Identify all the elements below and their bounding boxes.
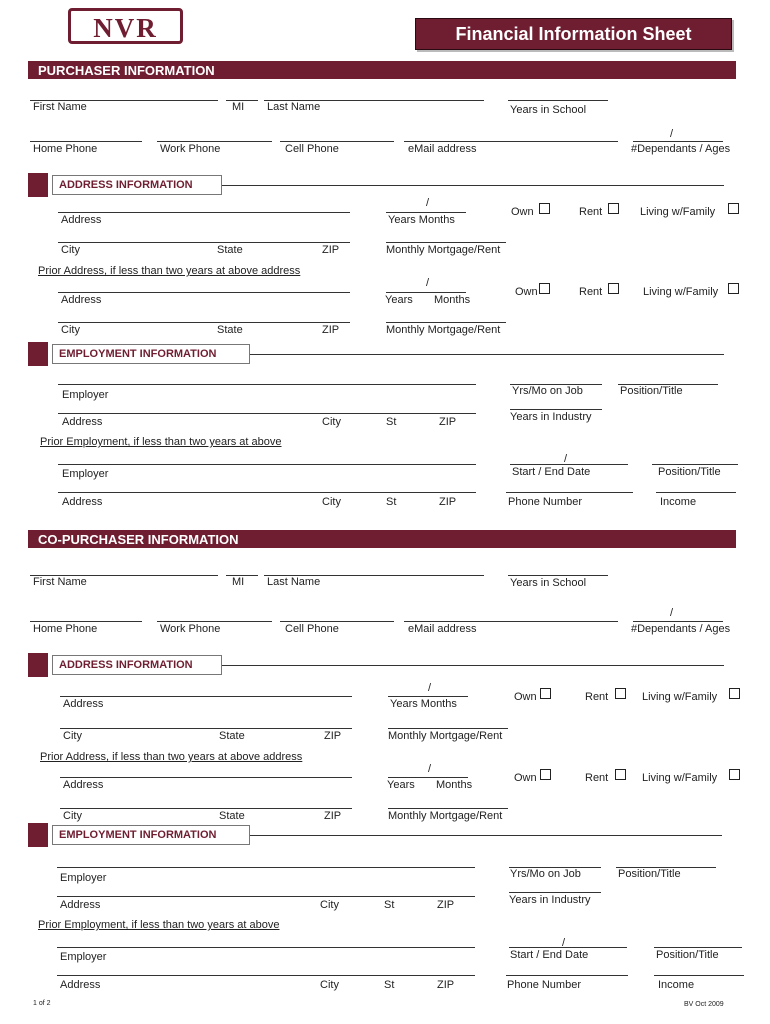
mortgage-label: Monthly Mortgage/Rent — [386, 244, 501, 256]
co-employment-section-header — [52, 825, 250, 845]
co-prior-employment-label: Prior Employment, if less than two years at above — [38, 919, 280, 931]
co-dependants-line[interactable] — [633, 621, 723, 622]
home-phone-label: Home Phone — [33, 143, 98, 155]
income-line[interactable] — [656, 492, 736, 493]
living-family-label: Living w/Family — [640, 206, 716, 218]
years-months-line[interactable] — [386, 212, 466, 213]
page-title: Financial Information Sheet — [455, 24, 692, 44]
address-label: Address — [61, 214, 102, 226]
co-email-line[interactable] — [404, 621, 618, 622]
co-dependants-slash: / — [670, 607, 674, 619]
co-prior-address-line[interactable] — [60, 777, 352, 778]
mortgage-line[interactable] — [386, 242, 506, 243]
co-prior-living-family-label: Living w/Family — [642, 772, 718, 784]
co-start-end-date-label: Start / End Date — [510, 949, 589, 961]
prior-rent-label: Rent — [579, 286, 603, 298]
co-prior-years-months-line[interactable] — [388, 777, 468, 778]
prior-own-label: Own — [515, 286, 538, 298]
years-in-school-line[interactable] — [508, 100, 608, 101]
start-end-date-label: Start / End Date — [512, 466, 591, 478]
co-employer-address-line[interactable] — [57, 896, 475, 897]
address-section-marker — [28, 173, 48, 197]
prior-employer-label: Employer — [62, 468, 109, 480]
co-rent-checkbox[interactable] — [615, 688, 626, 699]
co-employer-label: Employer — [60, 872, 107, 884]
co-prior-employer-city-label: City — [320, 979, 339, 991]
prior-position-title-label: Position/Title — [658, 466, 721, 478]
co-prior-mortgage-label: Monthly Mortgage/Rent — [388, 810, 503, 822]
start-end-slash: / — [564, 453, 568, 465]
co-prior-years-label: Years — [387, 779, 415, 791]
co-years-in-school-line[interactable] — [508, 575, 608, 576]
page-number: 1 of 2 — [33, 1000, 51, 1007]
co-mortgage-line[interactable] — [388, 728, 508, 729]
co-income-label: Income — [658, 979, 695, 991]
co-purchaser-header-label: CO-PURCHASER INFORMATION — [38, 532, 239, 547]
employer-st-label: St — [386, 416, 397, 428]
co-prior-years-months-slash: / — [428, 763, 432, 775]
co-prior-own-checkbox[interactable] — [540, 769, 551, 780]
own-checkbox[interactable] — [539, 203, 550, 214]
address-section-rule — [222, 185, 724, 186]
co-city-label: City — [63, 730, 82, 742]
employer-zip-label: ZIP — [439, 416, 457, 428]
co-employment-section-label: EMPLOYMENT INFORMATION — [59, 829, 217, 841]
co-prior-months-label: Months — [436, 779, 473, 791]
co-prior-city-label: City — [63, 810, 82, 822]
employment-section-marker — [28, 342, 48, 366]
co-mi-label: MI — [232, 576, 245, 588]
prior-position-title-line[interactable] — [652, 464, 738, 465]
co-years-months-slash: / — [428, 682, 432, 694]
co-yrs-mo-job-label: Yrs/Mo on Job — [510, 868, 581, 880]
co-address-line[interactable] — [60, 696, 352, 697]
rent-checkbox[interactable] — [608, 203, 619, 214]
work-phone-line[interactable] — [157, 141, 272, 142]
co-mortgage-label: Monthly Mortgage/Rent — [388, 730, 503, 742]
prior-address-label: Prior Address, if less than two years at above address — [38, 265, 301, 277]
email-label: eMail address — [408, 143, 477, 155]
start-end-date-line[interactable] — [510, 464, 628, 465]
living-family-checkbox[interactable] — [728, 203, 739, 214]
co-address-section-header — [52, 655, 222, 675]
co-employment-section-marker — [28, 823, 48, 847]
co-position-title-label: Position/Title — [618, 868, 681, 880]
prior-employer-address-label: Address — [62, 496, 103, 508]
co-prior-employer-address-line[interactable] — [57, 975, 475, 976]
prior-employer-line[interactable] — [58, 464, 476, 465]
prior-city-label: City — [61, 324, 80, 336]
co-dependants-label: #Dependants / Ages — [631, 623, 731, 635]
co-address-section-rule — [222, 665, 724, 666]
co-own-checkbox[interactable] — [540, 688, 551, 699]
co-prior-employer-line[interactable] — [57, 947, 475, 948]
title-box — [415, 18, 732, 50]
prior-state-label: State — [217, 324, 243, 336]
last-name-label: Last Name — [267, 101, 321, 113]
co-start-end-date-line[interactable] — [509, 947, 627, 948]
mi-label: MI — [232, 101, 245, 113]
address-section-label: ADDRESS INFORMATION — [59, 179, 193, 191]
co-years-months-label: Years Months — [390, 698, 457, 710]
dependants-line[interactable] — [633, 141, 723, 142]
co-address-section-marker — [28, 653, 48, 677]
co-employer-zip-label: ZIP — [437, 899, 455, 911]
co-employment-section-rule — [250, 835, 722, 836]
prior-address-field-label: Address — [61, 294, 102, 306]
co-work-phone-label: Work Phone — [160, 623, 221, 635]
co-prior-position-title-label: Position/Title — [656, 949, 719, 961]
nvr-logo — [68, 8, 183, 44]
position-title-label: Position/Title — [620, 385, 683, 397]
employer-label: Employer — [62, 389, 109, 401]
co-prior-address-field-label: Address — [63, 779, 104, 791]
prior-years-months-slash: / — [426, 277, 430, 289]
purchaser-header-label: PURCHASER INFORMATION — [38, 63, 215, 78]
prior-employer-zip-label: ZIP — [439, 496, 457, 508]
co-cell-phone-label: Cell Phone — [285, 623, 339, 635]
co-first-name-label: First Name — [33, 576, 87, 588]
years-months-slash: / — [426, 197, 430, 209]
prior-rent-checkbox[interactable] — [608, 283, 619, 294]
prior-address-line[interactable] — [58, 292, 350, 293]
rent-label: Rent — [579, 206, 603, 218]
co-employer-city-label: City — [320, 899, 339, 911]
city-label: City — [61, 244, 80, 256]
co-address-section-label: ADDRESS INFORMATION — [59, 659, 193, 671]
cell-phone-label: Cell Phone — [285, 143, 339, 155]
prior-years-months-line[interactable] — [386, 292, 466, 293]
prior-years-label: Years — [385, 294, 413, 306]
co-employer-line[interactable] — [57, 867, 475, 868]
years-industry-line[interactable] — [510, 409, 602, 410]
co-work-phone-line[interactable] — [157, 621, 272, 622]
phone-number-label: Phone Number — [508, 496, 582, 508]
co-state-label: State — [219, 730, 245, 742]
co-years-industry-line[interactable] — [509, 892, 601, 893]
co-prior-mortgage-line[interactable] — [388, 808, 508, 809]
co-prior-rent-checkbox[interactable] — [615, 769, 626, 780]
employment-section-header — [52, 344, 250, 364]
employer-address-line[interactable] — [58, 413, 476, 414]
prior-employer-city-label: City — [322, 496, 341, 508]
logo-text: NVR — [93, 13, 158, 43]
co-income-line[interactable] — [654, 975, 744, 976]
prior-mortgage-label: Monthly Mortgage/Rent — [386, 324, 501, 336]
co-prior-state-label: State — [219, 810, 245, 822]
dependants-label: #Dependants / Ages — [631, 143, 731, 155]
co-prior-position-title-line[interactable] — [654, 947, 742, 948]
co-prior-city-state-zip-line[interactable] — [60, 808, 352, 809]
co-phone-number-label: Phone Number — [507, 979, 581, 991]
co-years-months-line[interactable] — [388, 696, 468, 697]
prior-employment-label: Prior Employment, if less than two years at above — [40, 436, 282, 448]
home-phone-line[interactable] — [30, 141, 142, 142]
prior-mortgage-line[interactable] — [386, 322, 506, 323]
version-stamp: BV Oct 2009 — [684, 1001, 724, 1008]
co-living-family-checkbox[interactable] — [729, 688, 740, 699]
employer-line[interactable] — [58, 384, 476, 385]
employment-section-label: EMPLOYMENT INFORMATION — [59, 348, 217, 360]
work-phone-label: Work Phone — [160, 143, 221, 155]
prior-months-label: Months — [434, 294, 471, 306]
co-zip-label: ZIP — [324, 730, 342, 742]
yrs-mo-job-label: Yrs/Mo on Job — [512, 385, 583, 397]
co-prior-rent-label: Rent — [585, 772, 609, 784]
co-email-label: eMail address — [408, 623, 477, 635]
years-in-school-label: Years in School — [510, 104, 587, 116]
co-prior-own-label: Own — [514, 772, 537, 784]
email-line[interactable] — [404, 141, 618, 142]
prior-zip-label: ZIP — [322, 324, 340, 336]
city-state-zip-line[interactable] — [58, 242, 350, 243]
income-label: Income — [660, 496, 697, 508]
co-rent-label: Rent — [585, 691, 609, 703]
co-years-in-school-label: Years in School — [510, 577, 587, 589]
co-prior-address-label: Prior Address, if less than two years at above address — [40, 751, 303, 763]
employer-city-label: City — [322, 416, 341, 428]
prior-employer-address-line[interactable] — [58, 492, 476, 493]
co-start-end-slash: / — [562, 937, 566, 949]
first-name-label: First Name — [33, 101, 87, 113]
address-section-header — [52, 175, 222, 195]
co-employer-st-label: St — [384, 899, 395, 911]
co-own-label: Own — [514, 691, 537, 703]
prior-living-family-label: Living w/Family — [643, 286, 719, 298]
co-prior-zip-label: ZIP — [324, 810, 342, 822]
own-label: Own — [511, 206, 534, 218]
prior-living-family-checkbox[interactable] — [728, 283, 739, 294]
co-last-name-label: Last Name — [267, 576, 321, 588]
co-phone-number-line[interactable] — [506, 975, 628, 976]
co-prior-living-family-checkbox[interactable] — [729, 769, 740, 780]
years-industry-label: Years in Industry — [510, 411, 592, 423]
cell-phone-line[interactable] — [280, 141, 394, 142]
zip-label: ZIP — [322, 244, 340, 256]
co-living-family-label: Living w/Family — [642, 691, 718, 703]
employer-address-label: Address — [62, 416, 103, 428]
co-years-industry-label: Years in Industry — [509, 894, 591, 906]
co-prior-employer-label: Employer — [60, 951, 107, 963]
prior-city-state-zip-line[interactable] — [58, 322, 350, 323]
address-line[interactable] — [58, 212, 350, 213]
co-prior-employer-st-label: St — [384, 979, 395, 991]
co-home-phone-label: Home Phone — [33, 623, 98, 635]
purchaser-header — [28, 61, 736, 79]
employment-section-rule — [250, 354, 724, 355]
dependants-slash: / — [670, 128, 674, 140]
co-home-phone-line[interactable] — [30, 621, 142, 622]
co-purchaser-header — [28, 530, 736, 548]
co-prior-employer-zip-label: ZIP — [437, 979, 455, 991]
years-months-label: Years Months — [388, 214, 455, 226]
phone-number-line[interactable] — [506, 492, 633, 493]
prior-employer-st-label: St — [386, 496, 397, 508]
co-city-state-zip-line[interactable] — [60, 728, 352, 729]
prior-own-checkbox[interactable] — [539, 283, 550, 294]
co-prior-employer-address-label: Address — [60, 979, 101, 991]
co-address-label: Address — [63, 698, 104, 710]
co-employer-address-label: Address — [60, 899, 101, 911]
co-cell-phone-line[interactable] — [280, 621, 394, 622]
state-label: State — [217, 244, 243, 256]
